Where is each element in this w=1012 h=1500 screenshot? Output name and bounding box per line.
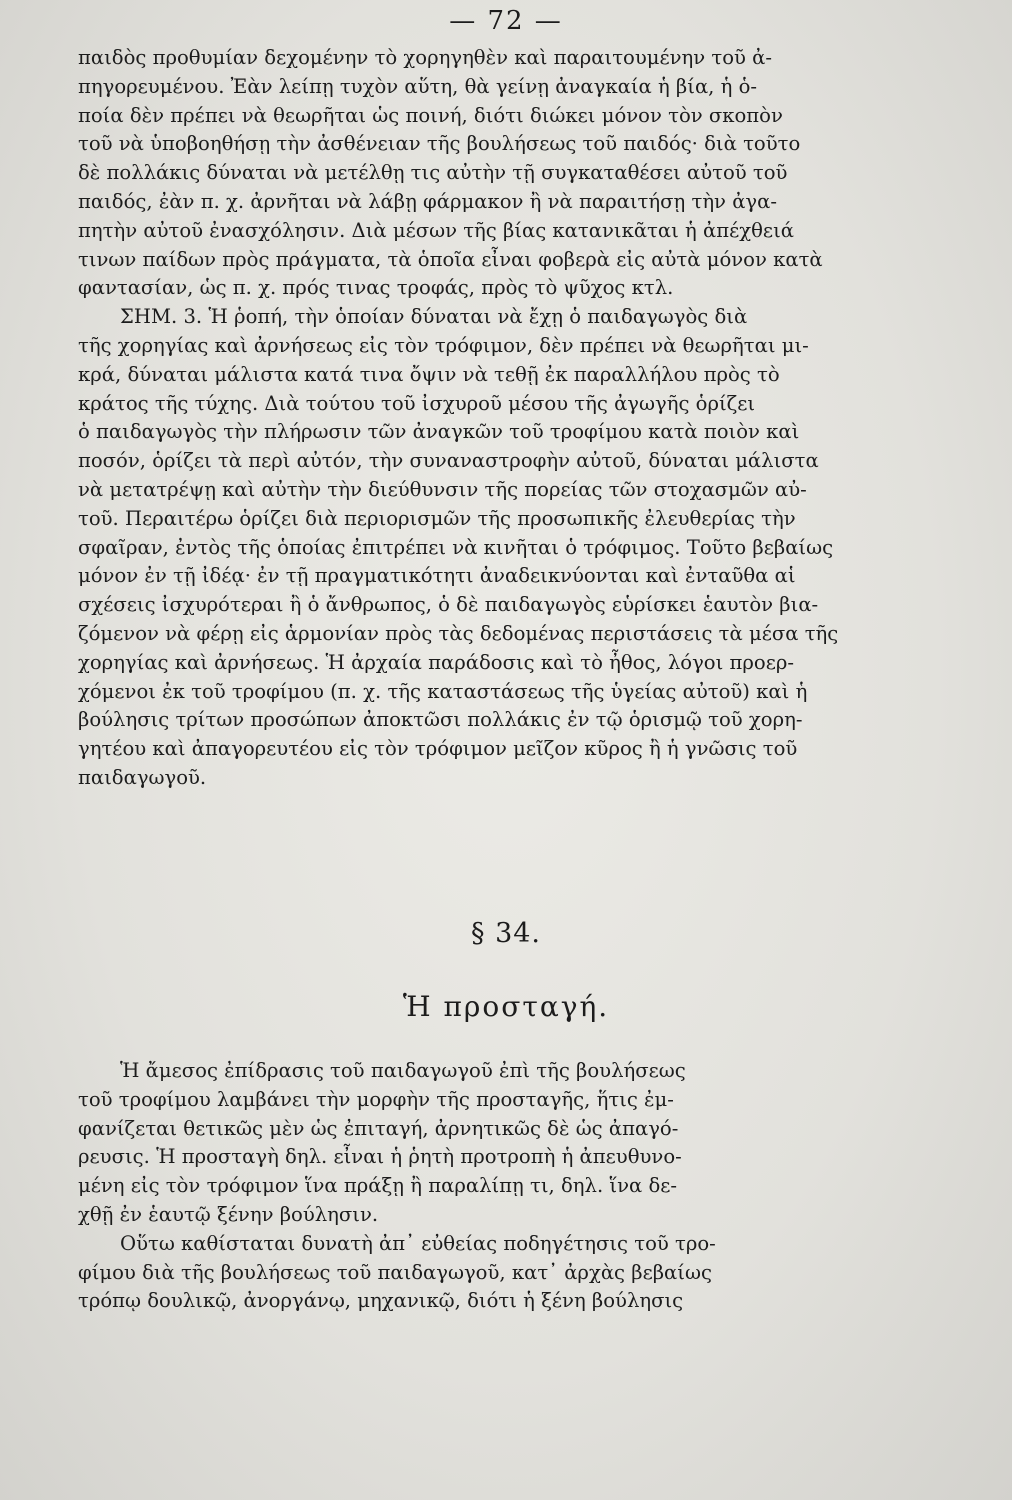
text-line: κράτος τῆς τύχης. Διὰ τούτου τοῦ ἰσχυροῦ μέσου τῆς ἀγωγῆς ὁρίζει [78, 391, 756, 415]
text-line: γητέου καὶ ἀπαγορευτέου εἰς τὸν τρόφιμον μεῖζον κῦρος ἢ ἡ γνῶσις τοῦ [78, 737, 798, 761]
text-line: σφαῖραν, ἐντὸς τῆς ὁποίας ἐπιτρέπει νὰ κινῆται ὁ τρόφιμος. Τοῦτο βεβαίως [78, 535, 834, 559]
section-number: § 34. [470, 918, 542, 949]
text-line: σχέσεις ἰσχυρότεραι ἢ ὁ ἄνθρωπος, ὁ δὲ παιδαγωγὸς εὑρίσκει ἑαυτὸν βια- [78, 593, 819, 617]
text-line: παιδαγωγοῦ. [78, 765, 207, 789]
text-line: παιδὸς προθυμίαν δεχομένην τὸ χορηγηθὲν καὶ παραιτουμένην τοῦ ἀ- [78, 46, 773, 69]
text-line: δὲ πολλάκις δύναται νὰ μετέλθῃ τις αὐτὴν τῇ συγκαταθέσει αὐτοῦ τοῦ [78, 161, 788, 185]
text-line: τοῦ τροφίμου λαμβάνει τὴν μορφὴν τῆς προσταγῆς, ἥτις ἐμ- [78, 1087, 674, 1111]
text-line: φανίζεται θετικῶς μὲν ὡς ἐπιταγή, ἀρνητικῶς δὲ ὡς ἀπαγό- [78, 1116, 679, 1140]
text-line: τοῦ. Περαιτέρω ὁρίζει διὰ περιορισμῶν τῆς προσωπικῆς ἐλευθερίας τὴν [78, 506, 796, 530]
text-line: χορηγίας καὶ ἀρνήσεως. Ἡ ἀρχαία παράδοσις καὶ τὸ ἦθος, λόγοι προερ- [78, 650, 794, 674]
text-line: κρά, δύναται μάλιστα κατά τινα ὄψιν νὰ τεθῇ ἐκ παραλλήλου πρὸς τὸ [78, 362, 780, 386]
text-line: φίμου διὰ τῆς βουλήσεως τοῦ παιδαγωγοῦ, κατ᾽ ἀρχὰς βεβαίως [78, 1260, 712, 1284]
body-text-upper [78, 44, 850, 793]
text-line: ζόμενον νὰ φέρῃ εἰς ἁρμονίαν πρὸς τὰς δεδομένας περιστάσεις τὰ μέσα τῆς [78, 621, 839, 645]
text-line: μόνον ἐν τῇ ἰδέᾳ· ἐν τῇ πραγματικότητι ἀναδεικνύονται καὶ ἐνταῦθα αἱ [78, 564, 796, 588]
text-line: πηγορευμένου. Ἐὰν λείπῃ τυχὸν αὕτη, θὰ γείνῃ ἀναγκαία ἡ βία, ἡ ὁ- [78, 74, 758, 98]
note-heading-line: ΣΗΜ. 3. Ἡ ῥοπή, τὴν ὁποίαν δύναται νὰ ἔχῃ ὁ παιδαγωγὸς διὰ [120, 305, 748, 329]
text-line: μένη εἰς τὸν τρόφιμον ἵνα πράξῃ ἢ παραλίπῃ τι, δηλ. ἵνα δε- [78, 1174, 678, 1198]
text-line: χόμενοι ἐκ τοῦ τροφίμου (π. χ. τῆς καταστάσεως τῆς ὑγείας αὐτοῦ) καὶ ἡ [78, 679, 808, 703]
text-line: βούλησις τρίτων προσώπων ἀποκτῶσι πολλάκις ἐν τῷ ὁρισμῷ τοῦ χορη- [78, 708, 803, 732]
section-title: Ἡ προσταγή. [402, 990, 610, 1023]
text-line: τοῦ νὰ ὑποβοηθήσῃ τὴν ἀσθένειαν τῆς βουλήσεως τοῦ παιδός· διὰ τοῦτο [78, 132, 801, 156]
text-line: τῆς χορηγίας καὶ ἀρνήσεως εἰς τὸν τρόφιμον, δὲν πρέπει νὰ θεωρῆται μι- [78, 333, 809, 357]
text-line: νὰ μετατρέψῃ καὶ αὐτὴν τὴν διεύθυνσιν τῆς πορείας τῶν στοχασμῶν αὐ- [78, 477, 807, 501]
text-line: Οὕτω καθίσταται δυνατὴ ἀπ᾽ εὐθείας ποδηγέτησις τοῦ τρο- [120, 1231, 716, 1255]
text-line: ποσόν, ὁρίζει τὰ περὶ αὐτόν, τὴν συναναστροφὴν αὐτοῦ, δύναται μάλιστα [78, 449, 819, 473]
text-line: ποία δὲν πρέπει νὰ θεωρῆται ὡς ποινή, διότι διώκει μόνον τὸν σκοπὸν [78, 103, 783, 127]
text-line: ρευσις. Ἡ προσταγὴ δηλ. εἶναι ἡ ῥητὴ προτροπὴ ἡ ἀπευθυνο- [78, 1145, 682, 1169]
body-text-lower [78, 1057, 850, 1316]
text-line: πητὴν αὐτοῦ ἐνασχόλησιν. Διὰ μέσων τῆς βίας κατανικᾶται ἡ ἀπέχθειά [78, 218, 794, 242]
page-number: — 72 — [449, 6, 563, 36]
text-line: τρόπῳ δουλικῷ, ἀνοργάνῳ, μηχανικῷ, διότι ἡ ξένη βούλησις [78, 1289, 684, 1313]
text-line: φαντασίαν, ὡς π. χ. πρός τινας τροφάς, πρὸς τὸ ψῦχος κτλ. [78, 276, 674, 300]
text-line: Ἡ ἄμεσος ἐπίδρασις τοῦ παιδαγωγοῦ ἐπὶ τῆς βουλήσεως [120, 1059, 686, 1082]
text-line: τινων παίδων πρὸς πράγματα, τὰ ὁποῖα εἶναι φοβερὰ εἰς αὐτὰ μόνον κατὰ [78, 247, 823, 271]
text-line: χθῇ ἐν ἑαυτῷ ξένην βούλησιν. [78, 1202, 379, 1226]
text-line: ὁ παιδαγωγὸς τὴν πλήρωσιν τῶν ἀναγκῶν τοῦ τροφίμου κατὰ ποιὸν καὶ [78, 420, 800, 444]
text-line: παιδός, ἐὰν π. χ. ἀρνῆται νὰ λάβῃ φάρμακον ἢ νὰ παραιτήσῃ τὴν ἀγα- [78, 189, 777, 213]
